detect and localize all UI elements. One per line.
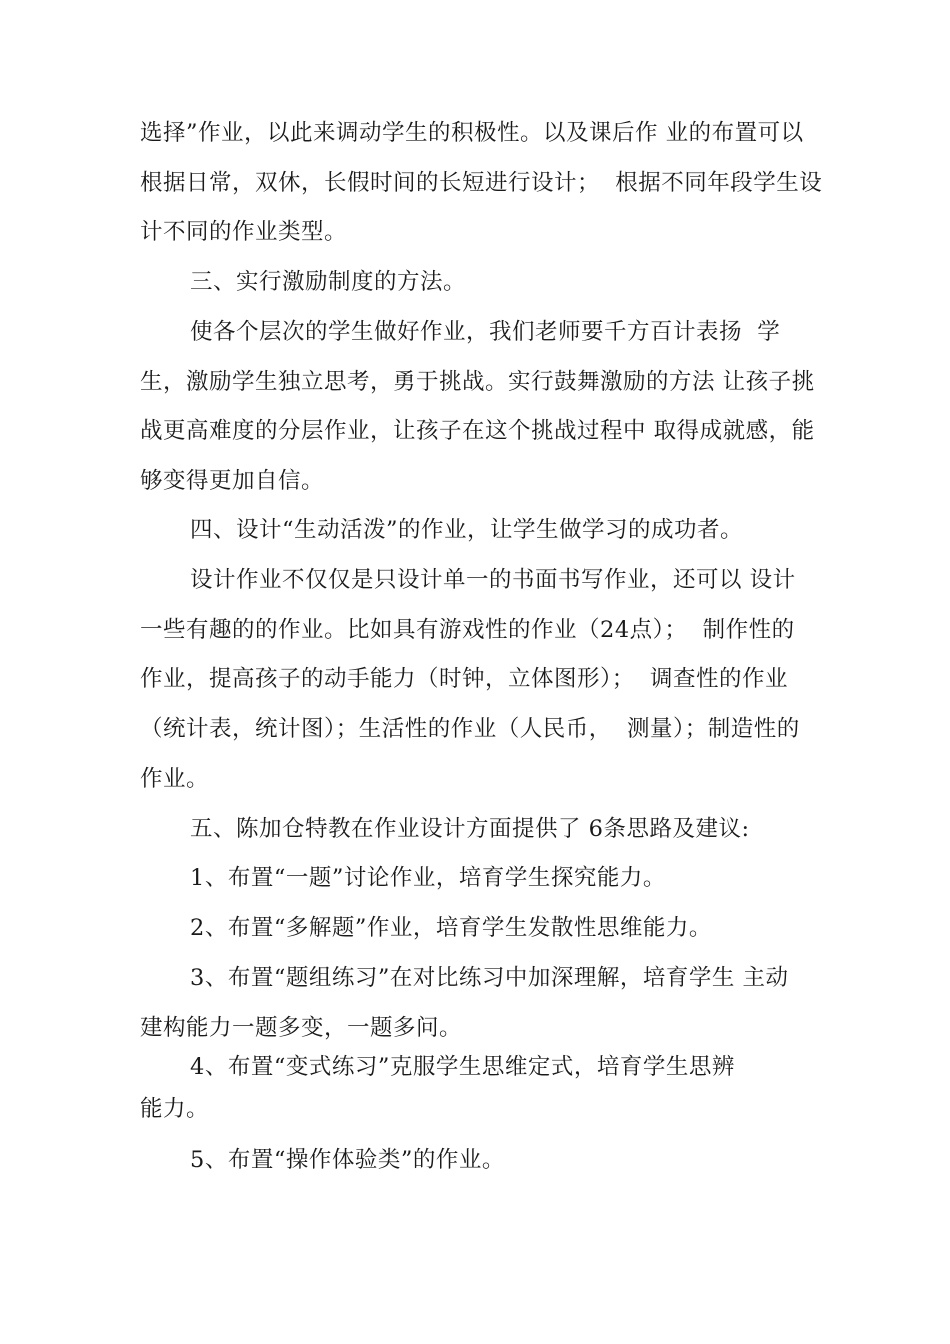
text-line: 使各个层次的学生做好作业，我们老师要千方百计表扬 学 [190, 319, 781, 345]
text-line: 根据日常，双休，长假时间的长短进行设计； 根据不同年段学生设 [140, 170, 823, 196]
text-line: 选择”作业，以此来调动学生的积极性。以及课后作 业的布置可以 [140, 120, 804, 146]
text-line: 设计作业不仅仅是只设计单一的书面书写作业，还可以 设计 [190, 567, 796, 593]
text-line: （统计表，统计图）；生活性的作业（人民币， 测量）；制造性的 [140, 716, 800, 742]
list-item: 5、布置“操作体验类”的作业。 [190, 1147, 505, 1173]
text-line: 战更高难度的分层作业，让孩子在这个挑战过程中 取得成就感，能 [140, 418, 815, 444]
text-line: 生，激励学生独立思考，勇于挑战。实行鼓舞激励的方法 让孩子挑 [140, 369, 815, 395]
section-heading: 五、陈加仓特教在作业设计方面提供了 6条思路及建议: [190, 816, 750, 842]
list-item: 4、布置“变式练习”克服学生思维定式，培育学生思辨 [190, 1054, 735, 1080]
section-heading: 四、设计“生动活泼”的作业，让学生做学习的成功者。 [190, 517, 744, 543]
text-line: 够变得更加自信。 [140, 468, 325, 494]
list-item: 2、布置“多解题”作业，培育学生发散性思维能力。 [190, 915, 712, 941]
text-line: 建构能力一题多变，一题多问。 [140, 1015, 463, 1041]
section-heading: 三、实行激励制度的方法。 [190, 269, 467, 295]
list-item: 1、布置“一题”讨论作业，培育学生探究能力。 [190, 865, 666, 891]
text-line: 作业。 [140, 766, 210, 792]
text-line: 一些有趣的的作业。比如具有游戏性的作业（24点）； 制作性的 [140, 617, 795, 643]
text-line: 能力。 [140, 1096, 210, 1122]
text-line: 计不同的作业类型。 [140, 219, 348, 245]
list-item: 3、布置“题组练习”在对比练习中加深理解，培育学生 主动 [190, 965, 789, 991]
text-line: 作业，提高孩子的动手能力（时钟，立体图形）； 调查性的作业 [140, 666, 789, 692]
